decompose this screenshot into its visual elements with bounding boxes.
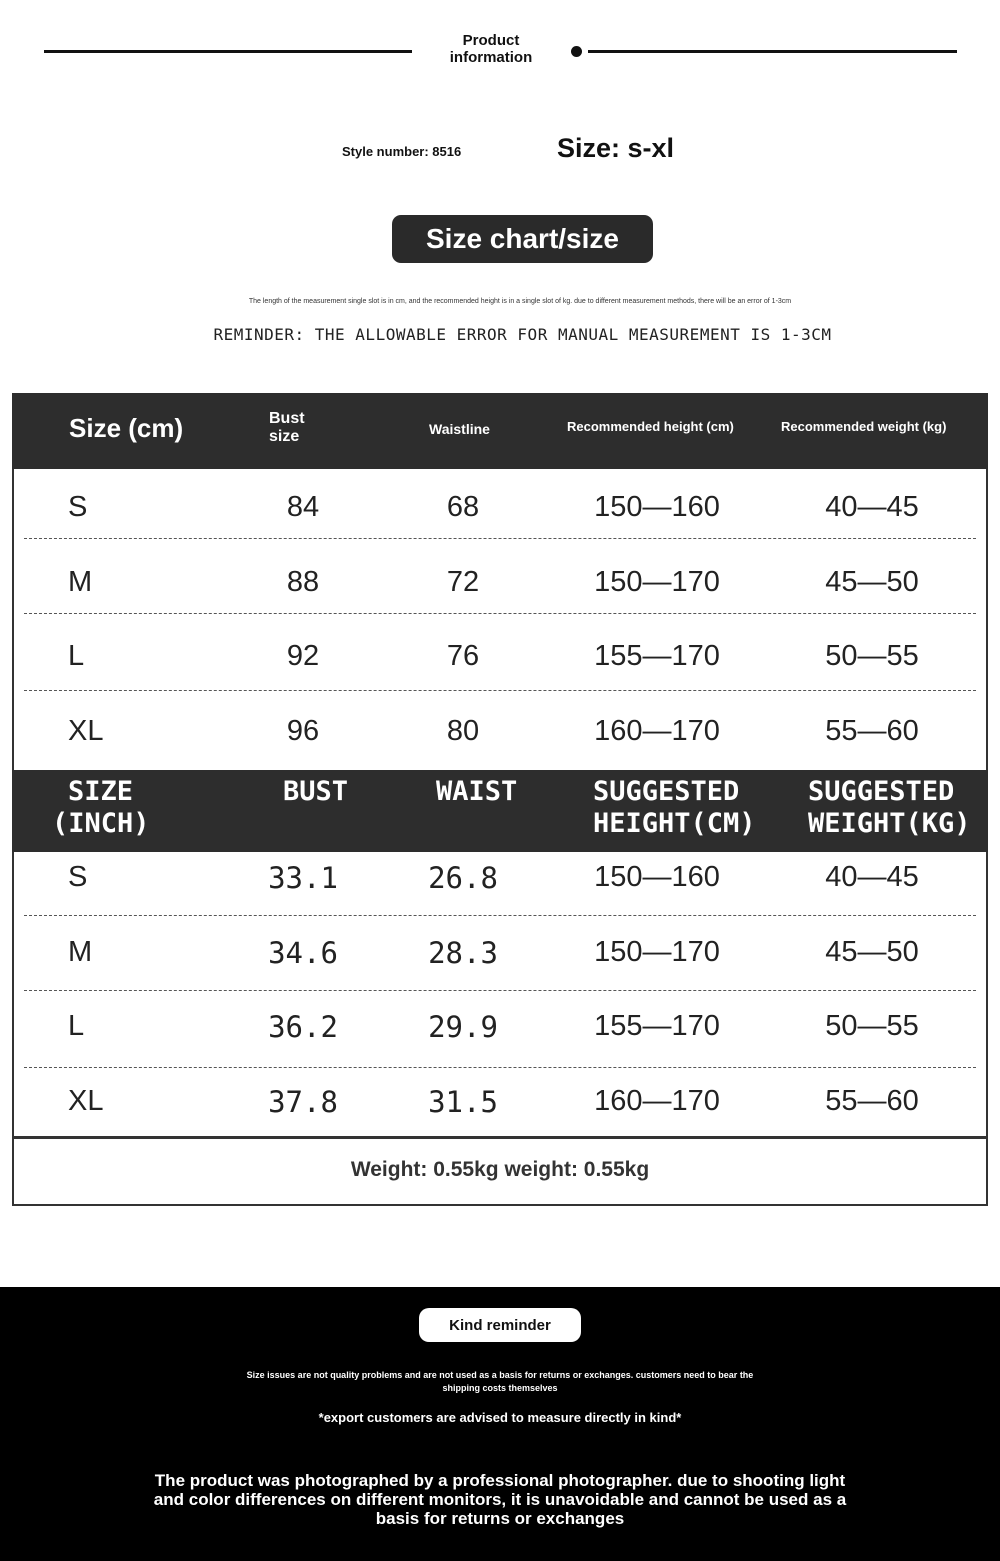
header-waist-inch: WAIST [436,776,518,807]
header-size-inch [52,776,150,840]
cell-bust: 34.6 [268,936,338,970]
measurement-note: The length of the measurement single slot is in cm, and the recommended height is in a single slot of kg. due to different measurement methods, there will be an error of 1-3cm [248,298,792,305]
cell-weight: 40—45 [825,491,919,523]
footer-photo-disclaimer: The product was photographed by a professional photographer. due to shooting light and color differences on different monitors, it is unavoidable and cannot be used as a basis for returns or exchanges [153,1471,847,1528]
cell-waist: 72 [446,566,480,598]
header-suggested-height-line1: SUGGESTED [593,776,740,807]
cell-weight: 40—45 [825,861,919,893]
footer-export-note: *export customers are advised to measure directly in kind* [318,1410,682,1425]
cell-size: M [68,566,93,598]
row-divider [24,1067,976,1068]
cell-bust: 92 [286,640,320,672]
cell-height: 150—170 [594,936,720,968]
row-divider [24,690,976,691]
header-suggested-weight-line1: SUGGESTED [808,776,955,807]
cell-waist: 26.8 [428,861,498,895]
cell-weight: 50—55 [825,640,919,672]
cell-size: S [68,491,88,523]
header-recommended-height: Recommended height (cm) [567,419,734,434]
cell-size: XL [68,715,104,747]
kind-reminder-badge: Kind reminder [419,1308,581,1342]
header-size-cm: Size (cm) [69,413,184,443]
header-bust-inch: BUST [283,776,349,807]
table-inch-header [12,770,988,852]
cell-height: 160—170 [594,1085,720,1117]
cell-bust: 96 [286,715,320,747]
style-number: Style number: 8516 [342,144,462,159]
header-size-inch-line1: SIZE [68,776,134,807]
header-suggested-weight-line2: WEIGHT(KG) [808,808,971,839]
cell-weight: 45—50 [825,566,919,598]
cell-bust: 33.1 [268,861,338,895]
cell-waist: 28.3 [428,936,498,970]
cell-waist: 29.9 [428,1010,498,1044]
cell-height: 160—170 [594,715,720,747]
footer [0,1287,1000,1561]
footer-size-policy: Size issues are not quality problems and are not used as a basis for returns or exchanges. customers need to bear the shipping costs themselves [246,1370,754,1393]
product-weight: Weight: 0.55kg weight: 0.55kg [12,1136,988,1206]
cell-waist: 31.5 [428,1085,498,1119]
measurement-reminder: REMINDER: THE ALLOWABLE ERROR FOR MANUAL MEASUREMENT IS 1-3CM [213,325,832,344]
section-title [412,32,570,66]
header-bust [269,410,305,446]
header-bust-line1: Bust [269,410,305,427]
cell-waist: 80 [446,715,480,747]
cell-waist: 68 [446,491,480,523]
cell-waist: 76 [446,640,480,672]
cell-bust: 37.8 [268,1085,338,1119]
header-suggested-height [593,776,756,840]
cell-weight: 45—50 [825,936,919,968]
header-line-left [44,50,412,53]
cell-weight: 55—60 [825,715,919,747]
row-divider [24,538,976,539]
cell-size: XL [68,1085,104,1117]
cell-size: M [68,936,93,968]
row-divider [24,613,976,614]
header-dot-icon [571,46,582,57]
header-recommended-weight: Recommended weight (kg) [781,419,947,434]
table-cm-header [12,393,988,469]
row-divider [24,915,976,916]
cell-height: 150—160 [594,861,720,893]
cell-weight: 50—55 [825,1010,919,1042]
header-suggested-weight [808,776,971,840]
header-waistline: Waistline [429,421,490,437]
section-title-line1: Product [462,32,520,49]
header-line-right [588,50,957,53]
cell-bust: 84 [286,491,320,523]
header-bust-line2: size [269,428,300,445]
size-range: Size: s-xl [557,133,675,163]
cell-weight: 55—60 [825,1085,919,1117]
header-size-inch-line2: (INCH) [52,808,150,839]
cell-size: S [68,861,88,893]
cell-bust: 88 [286,566,320,598]
row-divider [24,990,976,991]
cell-size: L [68,640,85,672]
cell-height: 150—170 [594,566,720,598]
cell-height: 155—170 [594,640,720,672]
section-title-line2: information [449,49,533,66]
cell-height: 155—170 [594,1010,720,1042]
size-table [12,393,988,1139]
cell-size: L [68,1010,85,1042]
size-chart-banner: Size chart/size [392,215,653,263]
header-suggested-height-line2: HEIGHT(CM) [593,808,756,839]
cell-bust: 36.2 [268,1010,338,1044]
cell-height: 150—160 [594,491,720,523]
